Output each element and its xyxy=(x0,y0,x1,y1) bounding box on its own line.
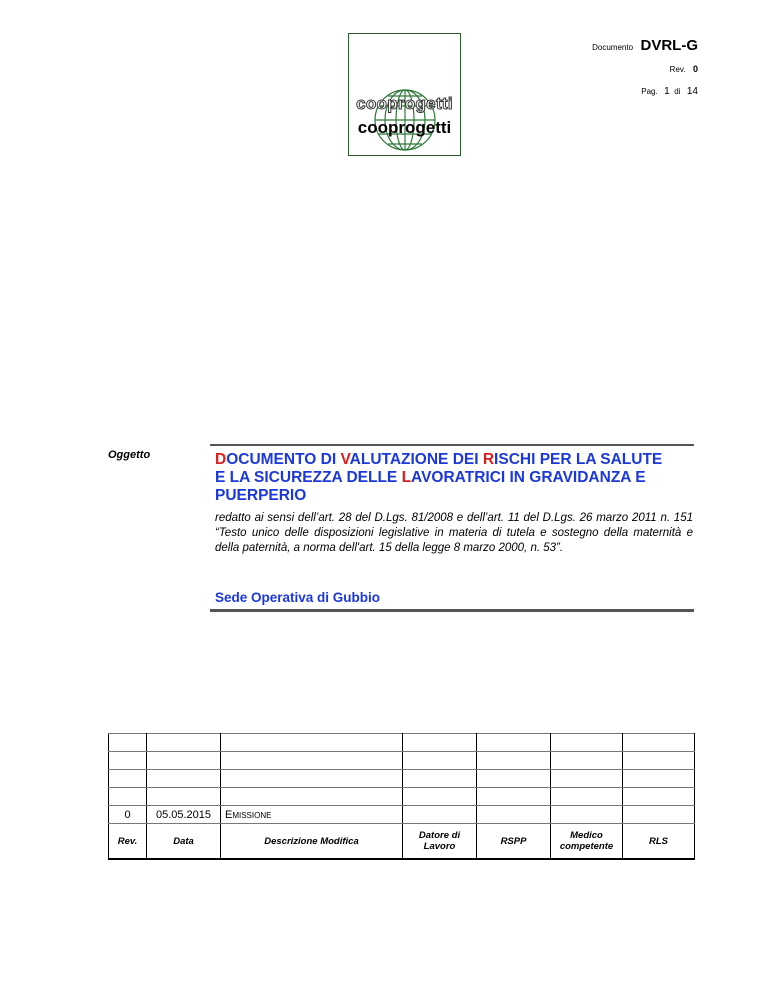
rev-cell: 0 xyxy=(109,806,147,824)
page-row xyxy=(592,82,698,98)
logo-text-solid: cooprogetti xyxy=(357,118,452,137)
rls-cell xyxy=(623,770,695,788)
medico-cell xyxy=(551,806,623,824)
datore-cell xyxy=(403,752,477,770)
description-cell xyxy=(221,788,403,806)
date-cell xyxy=(147,788,221,806)
company-logo xyxy=(348,33,461,156)
title-part: D xyxy=(215,451,227,468)
pag-current: 1 xyxy=(664,86,670,97)
table-row xyxy=(109,752,695,770)
documento-label: Documento xyxy=(592,43,634,52)
pag-of: di xyxy=(674,87,681,96)
documento-code: DVRL-G xyxy=(640,37,698,54)
header-data: Data xyxy=(147,824,221,860)
rev-cell xyxy=(109,752,147,770)
table-row xyxy=(109,734,695,752)
revision-table xyxy=(108,733,695,860)
rls-cell xyxy=(623,806,695,824)
title-part: ISCHI PER LA SALUTE E LA SICUREZZA DELLE xyxy=(215,451,663,486)
revision-row xyxy=(592,60,698,76)
pag-total: 14 xyxy=(686,86,698,97)
date-cell xyxy=(147,734,221,752)
header-rspp: RSPP xyxy=(477,824,551,860)
bottom-divider xyxy=(210,609,694,612)
description-cell xyxy=(221,770,403,788)
header-medico: Medico competente xyxy=(551,824,623,860)
medico-cell xyxy=(551,752,623,770)
rspp-cell xyxy=(477,806,551,824)
datore-cell xyxy=(403,734,477,752)
description-cell xyxy=(221,752,403,770)
document-title xyxy=(215,451,675,505)
title-part: V xyxy=(340,451,350,468)
medico-cell xyxy=(551,788,623,806)
title-part: L xyxy=(401,469,412,486)
description-cell: Emissione xyxy=(221,806,403,824)
title-part: R xyxy=(482,451,495,468)
rev-cell xyxy=(109,734,147,752)
top-divider xyxy=(210,444,694,446)
datore-cell xyxy=(403,770,477,788)
header-descrizione: Descrizione Modifica xyxy=(221,824,403,860)
table-header-row xyxy=(109,824,695,860)
header-rls: RLS xyxy=(623,824,695,860)
oggetto-label: Oggetto xyxy=(108,449,151,461)
rev-cell xyxy=(109,788,147,806)
document-code-row xyxy=(592,38,698,54)
rspp-cell xyxy=(477,788,551,806)
rev-value: 0 xyxy=(692,64,698,74)
rspp-cell xyxy=(477,752,551,770)
medico-cell xyxy=(551,734,623,752)
sede-operativa: Sede Operativa di Gubbio xyxy=(215,590,381,605)
rls-cell xyxy=(623,734,695,752)
rev-label: Rev. xyxy=(669,65,686,74)
rspp-cell xyxy=(477,770,551,788)
title-part: AVORATRICI IN GRAVIDANZA E PUERPERIO xyxy=(215,469,646,504)
date-cell xyxy=(147,770,221,788)
date-cell xyxy=(147,752,221,770)
title-part: ALUTAZIONE DEI xyxy=(349,451,483,468)
header-rev: Rev. xyxy=(109,824,147,860)
header-datore: Datore di Lavoro xyxy=(403,824,477,860)
table-row xyxy=(109,788,695,806)
medico-cell xyxy=(551,770,623,788)
datore-cell xyxy=(403,806,477,824)
logo-text-outline: cooprogetti xyxy=(356,94,453,113)
date-cell: 05.05.2015 xyxy=(147,806,221,824)
table-row xyxy=(109,806,695,824)
document-header xyxy=(592,38,698,104)
description-cell xyxy=(221,734,403,752)
rls-cell xyxy=(623,788,695,806)
rls-cell xyxy=(623,752,695,770)
pag-label: Pag. xyxy=(641,87,658,96)
document-subtitle: redatto ai sensi dell’art. 28 del D.Lgs. 81/2008 e dell’art. 11 del D.Lgs. 26 marzo 2011 n. 151 “Testo unico delle disposizioni legislative in materia di tutela e sostegno della maternità e della paternità, a norma dell'art. 15 della legge 8 marzo 2000, n. 53”. xyxy=(215,512,693,554)
datore-cell xyxy=(403,788,477,806)
table-row xyxy=(109,770,695,788)
title-part: OCUMENTO DI xyxy=(226,451,341,468)
rev-cell xyxy=(109,770,147,788)
rspp-cell xyxy=(477,734,551,752)
